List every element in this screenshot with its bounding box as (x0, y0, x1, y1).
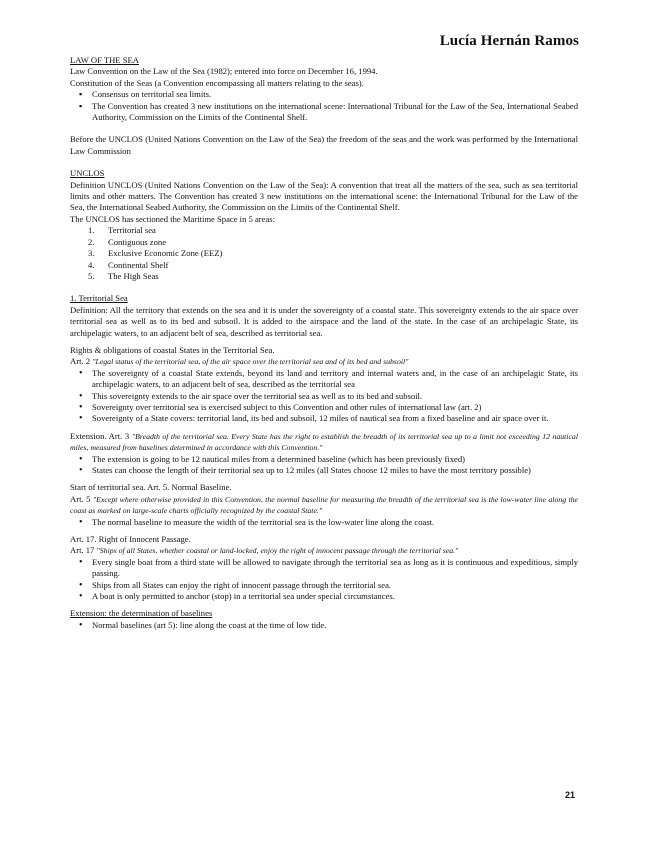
section-heading-territorial-sea: 1. Territorial Sea (70, 293, 128, 304)
paragraph: Before the UNCLOS (United Nations Convention on the Law of the Sea) the freedom of the seas and the work was performed by the International Law Commission (70, 134, 578, 156)
bullet-list (70, 517, 578, 528)
list-item: • The normal baseline to measure the width of the territorial sea is the low-water line along the coast. (70, 517, 578, 528)
page-number: 21 (565, 790, 576, 800)
list-item: • Sovereignty over territorial sea is exercised subject to this Convention and other rules of international law (art. 2) (70, 402, 578, 413)
bullet-list (70, 454, 578, 477)
list-item: • This sovereignty extends to the air space over the territorial sea as well as to its bed and subsoil. (70, 391, 578, 402)
bullet-list (70, 89, 578, 123)
list-item: • The sovereignty of a coastal State extends, beyond its land and territory and internal waters and, in the case of an archipelagic State, its archipelagic waters, to an adjacent belt of sea, described as the territorial sea (70, 368, 578, 391)
list-item: • Normal baselines (art 5): line along the coast at the time of low tide. (70, 620, 578, 631)
list-item: • States can choose the length of their territorial sea up to 12 miles (all States choose 12 miles to have the most territory possible) (70, 465, 578, 476)
numbered-list (70, 225, 578, 282)
bullet-list (70, 557, 578, 603)
paragraph: Law Convention on the Law of the Sea (1982); entered into force on December 16, 1994. (70, 66, 378, 77)
list-item: • A boat is only permitted to anchor (stop) in a territorial sea under special circumstances. (70, 591, 578, 602)
article-quote: Art. 2 "Legal status of the territorial sea, of the air space over the territorial sea and of its bed and subsoil" (70, 356, 409, 367)
bullet-list (70, 620, 578, 631)
paragraph: The UNCLOS has sectioned the Maritime Space in 5 areas: (70, 213, 275, 224)
list-item: • Ships from all States can enjoy the right of innocent passage through the territorial sea. (70, 580, 578, 591)
list-item: 2. Contiguous zone (88, 236, 167, 247)
list-item: 4. Continental Shelf (88, 259, 169, 270)
paragraph: Definition UNCLOS (United Nations Convention on the Law of the Sea): A convention that treat all the matters of the sea, such as sea territorial limits and other matters. The Convention has created 3 new institutions on the international scene: the International Tribunal for the Law of the Sea, the International Seabed Authority, the Commission on the Limits of the Continental Shelf. (70, 179, 578, 213)
article-quote: Art. 5 "Except where otherwise provided in this Convention, the normal baseline for measuring the breadth of the territorial sea is the low-water line along the coast as marked on large-scale charts officially recognized by the coastal State." (70, 493, 578, 516)
section-heading-unclos: UNCLOS (70, 168, 105, 179)
paragraph: Definition: All the territory that extends on the sea and it is under the sovereignty of a coastal state. This sovereignty extends to the air space over territorial sea as well as to its bed and subsoil. It is added to the airspace and the land of the state. In the case of an archipelagic State, its archipelagic waters, to an adjacent belt of sea, described as territorial sea. (70, 304, 578, 338)
document-body (70, 55, 578, 631)
subheading: Rights & obligations of coastal States in the Territorial Sea. (70, 344, 275, 355)
subheading: Start of territorial sea. Art. 5. Normal Baseline. (70, 482, 232, 493)
list-item: 5. The High Seas (88, 270, 159, 281)
article-quote: Extension. Art. 3 "Breadth of the territorial sea. Every State has the right to establish the breadth of its territorial sea up to a limit not exceeding 12 nautical miles, measured from baselines determined in accordance with this Convention." (70, 430, 578, 453)
subheading: Art. 17. Right of Innocent Passage. (70, 534, 191, 545)
article-quote: Art. 17 "Ships of all States, whether coastal or land-locked, enjoy the right of innocent passage through the territorial sea." (70, 545, 459, 556)
list-item: ▪ The Convention has created 3 new institutions on the international scene: International Tribunal for the Law of the Sea, International Seabed Authority, Commission on the Limits of the Continental Shelf. (70, 101, 578, 124)
author-name: Lucía Hernán Ramos (439, 33, 579, 49)
list-item: 1. Territorial sea (88, 225, 156, 236)
list-item: ▪ Consensus on territorial sea limits. (70, 89, 578, 100)
section-heading-law-of-the-sea: LAW OF THE SEA (70, 55, 139, 65)
paragraph: Constitution of the Seas (a Convention encompassing all matters relating to the seas). (70, 77, 364, 88)
list-item: 3. Exclusive Economic Zone (EEZ) (88, 248, 223, 259)
list-item: • Sovereignty of a State covers: territorial land, its bed and subsoil, 12 miles of nautical sea from a fixed baseline and air space over it. (70, 413, 578, 424)
list-item: • The extension is going to be 12 nautical miles from a determined baseline (which has been previously fixed) (70, 454, 578, 465)
subheading-baselines: Extension: the determination of baselines (70, 608, 213, 619)
list-item: • Every single boat from a third state will be allowed to navigate through the territorial sea as long as it is continuous and expeditious, simply passing. (70, 557, 578, 580)
bullet-list (70, 368, 578, 425)
